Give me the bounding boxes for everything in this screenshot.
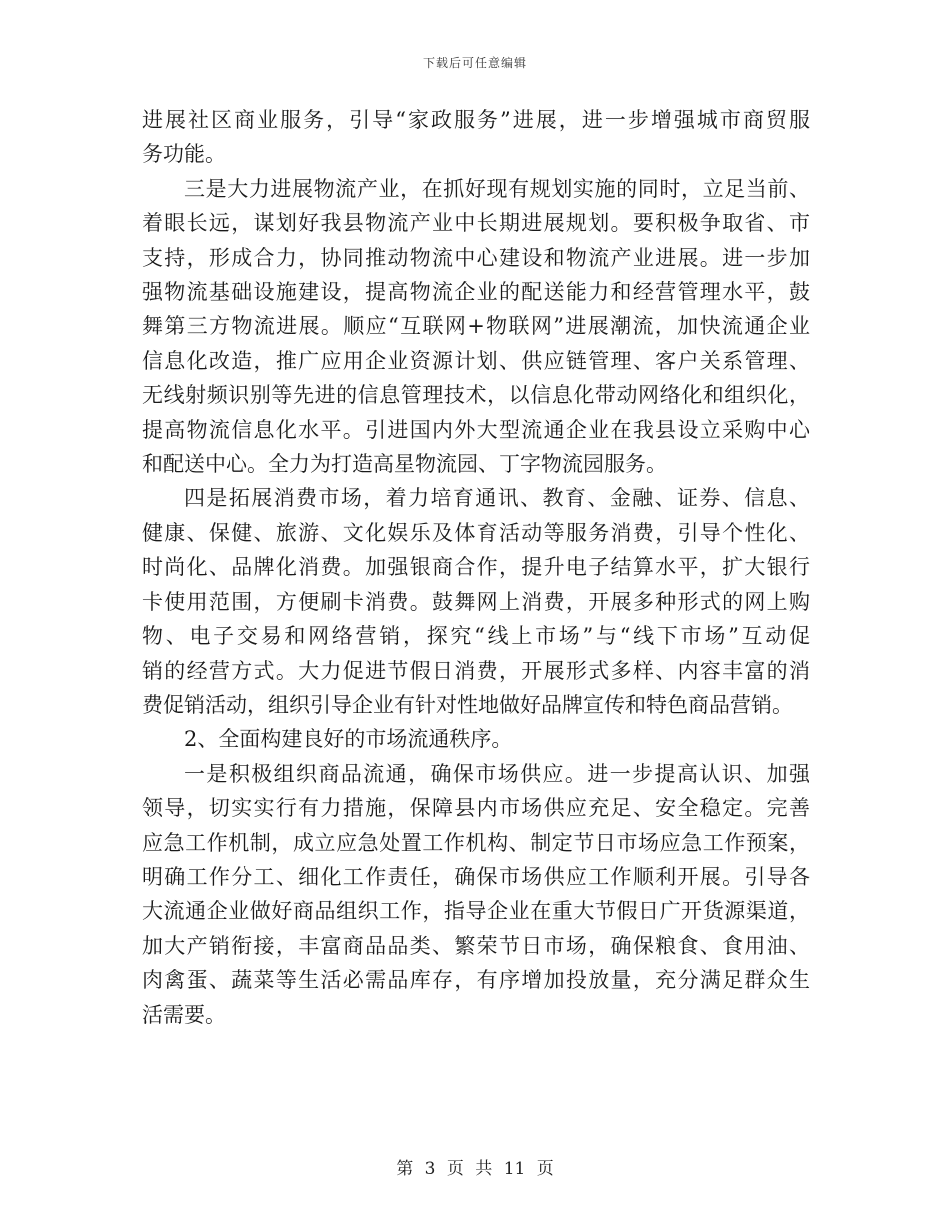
text-line: 大流通企业做好商品组织工作，指导企业在重大节假日广开货源渠道， (142, 899, 810, 924)
text-line: 活需要。 (142, 1002, 226, 1027)
text-line: 强物流基础设施建设，提高物流企业的配送能力和经营管理水平，鼓 (142, 280, 810, 305)
text-line: 领导，切实实行有力措施，保障县内市场供应充足、安全稳定。完善 (142, 796, 810, 821)
paragraph (142, 722, 810, 756)
paragraph (142, 172, 810, 482)
text-line: 明确工作分工、细化工作责任，确保市场供应工作顺利开展。引导各 (142, 864, 810, 889)
text-line: 务功能。 (142, 142, 226, 167)
text-line: 物、电子交易和网络营销，探究“线上市场”与“线下市场”互动促 (142, 624, 810, 649)
paragraph (142, 481, 810, 722)
page-number-footer: 第 3 页 共 11 页 (396, 1159, 554, 1179)
text-line: 销的经营方式。大力促进节假日消费，开展形式多样、内容丰富的消 (142, 658, 810, 683)
text-line: 进展社区商业服务，引导“家政服务”进展，进一步增强城市商贸服 (142, 108, 810, 132)
text-line: 2、全面构建良好的市场流通秩序。 (184, 727, 513, 752)
text-line: 加大产销衔接，丰富商品品类、繁荣节日市场，确保粮食、食用油、 (142, 933, 810, 958)
text-line: 健康、保健、旅游、文化娱乐及体育活动等服务消费，引导个性化、 (142, 520, 810, 545)
text-line: 提高物流信息化水平。引进国内外大型流通企业在我县设立采购中心 (142, 417, 810, 442)
text-line: 无线射频识别等先进的信息管理技术，以信息化带动网络化和组织化， (142, 383, 810, 408)
text-line: 四是拓展消费市场，着力培育通讯、教育、金融、证券、信息、 (184, 486, 810, 511)
paragraph (142, 757, 810, 1032)
header-note: 下载后可任意编辑 (422, 56, 527, 70)
text-line: 应急工作机制，成立应急处置工作机构、制定节日市场应急工作预案， (142, 830, 810, 855)
text-line: 信息化改造，推广应用企业资源计划、供应链管理、客户关系管理、 (142, 348, 810, 373)
text-line: 支持，形成合力，协同推动物流中心建设和物流产业进展。进一步加 (142, 245, 810, 270)
text-line: 肉禽蛋、蔬菜等生活必需品库存，有序增加投放量，充分满足群众生 (142, 968, 810, 993)
text-line: 着眼长远，谋划好我县物流产业中长期进展规划。要积极争取省、市 (142, 211, 810, 236)
text-line: 一是积极组织商品流通，确保市场供应。进一步提高认识、加强 (184, 761, 810, 786)
text-line: 时尚化、品牌化消费。加强银商合作，提升电子结算水平，扩大银行 (142, 555, 810, 580)
document-body (142, 103, 810, 1032)
text-line: 费促销活动，组织引导企业有针对性地做好品牌宣传和特色商品营销。 (142, 692, 793, 717)
paragraph (142, 103, 810, 172)
text-line: 和配送中心。全力为打造高星物流园、丁字物流园服务。 (142, 452, 667, 477)
text-line: 卡使用范围，方便刷卡消费。鼓舞网上消费，开展多种形式的网上购 (142, 589, 810, 614)
text-line: 三是大力进展物流产业，在抓好现有规划实施的同时，立足当前、 (184, 176, 810, 201)
text-line: 舞第三方物流进展。顺应“互联网+物联网”进展潮流，加快流通企业 (142, 314, 810, 339)
